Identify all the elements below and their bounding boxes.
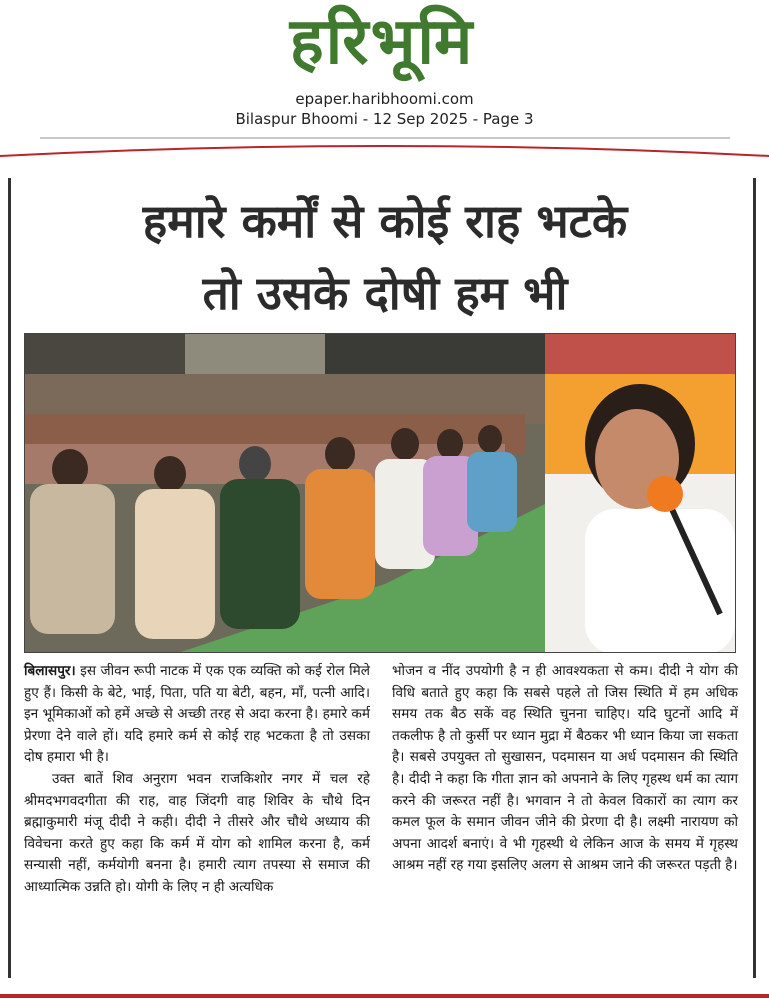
bottom-rule xyxy=(0,994,769,998)
headline-line-1: हमारे कर्मों से कोई राह भटके xyxy=(142,194,628,248)
masthead-divider xyxy=(40,137,730,139)
audience-photo-illustration xyxy=(25,334,736,653)
article-paragraph-3: भोजन व नींद उपयोगी है न ही आवश्यकता से कम। दीदी ने योग की विधि बताते हुए कहा कि सबसे पहले तो जिस स्थिति में हम अधिक समय तक बैठ सकें वह स्थिति चुनना चाहिए। यदि घुटनों आदि में तकलीफ है तो कुर्सी पर ध्यान मुद्रा में बैठकर भी ध्यान किया जा सकता है। सबसे उपयुक्त तो सुखासन, पदमासन या अर्ध पदमासन की स्थिति है। दीदी ने कहा कि गीता ज्ञान को अपनाने के लिए गृहस्थ धर्म का त्याग करने की जरूरत नहीं है। भगवान ने तो केवल विकारों का त्याग कर कमल फूल के समान जीवन जीने की प्रेरणा दी है। लक्ष्मी नारायण को अपना आदर्श बनाएं। वे भी गृहस्थी थे लेकिन आज के समय में गृहस्थ आश्रम नहीं रह गया इसलिए अलग से आश्रम जाने की जरूरत पड़ती है। xyxy=(392,663,738,874)
masthead-red-arc xyxy=(0,140,769,158)
article-paragraph-2: उक्त बातें शिव अनुराग भवन राजकिशोर नगर में चल रहे श्रीमदभगवदगीता की राह, वाह जिंदगी वाह शिविर के चौथे दिन ब्रह्माकुमारी मंजू दीदी ने कही। दीदी ने तीसरे और चौथे अध्याय की विवेचना करते हुए कहा कि कर्म में योग को शामिल करना है, कर्म सन्यासी नहीं, कर्मयोगी बनना है। हमारी त्याग तपस्या से समाज की आध्यात्मिक उन्नति हो। योगी के लिए न ही अत्यधिक xyxy=(24,770,370,895)
newspaper-logo: हरिभूमि xyxy=(289,5,475,79)
article-paragraph-1 xyxy=(24,661,370,769)
right-column-rule xyxy=(753,178,756,978)
article-photo xyxy=(24,333,736,653)
edition-line: Bilaspur Bhoomi - 12 Sep 2025 - Page 3 xyxy=(235,110,534,128)
masthead xyxy=(0,0,769,160)
article-column-left xyxy=(24,661,370,899)
article-column-right xyxy=(392,661,738,877)
left-column-rule xyxy=(8,178,11,978)
site-url: epaper.haribhoomi.com xyxy=(295,90,474,108)
speaker-inset-photo xyxy=(545,334,736,653)
dateline: बिलासपुर। xyxy=(24,663,76,679)
paragraph-1-text: इस जीवन रूपी नाटक में एक एक व्यक्ति को कई रोल मिले हुए हैं। किसी के बेटे, भाई, पिता, पति या बेटी, बहन, माँ, पत्नी आदि। इन भूमिकाओं को हमें अच्छे से अच्छी तरह से अदा करना है। हमारे कर्म प्रेरणा देने वाले हों। यदि हमारे कर्म से कोई राह भटकता है तो उसका दोष हमारा भी है। xyxy=(24,663,370,766)
headline-line-2: तो उसके दोषी हम भी xyxy=(202,266,568,320)
